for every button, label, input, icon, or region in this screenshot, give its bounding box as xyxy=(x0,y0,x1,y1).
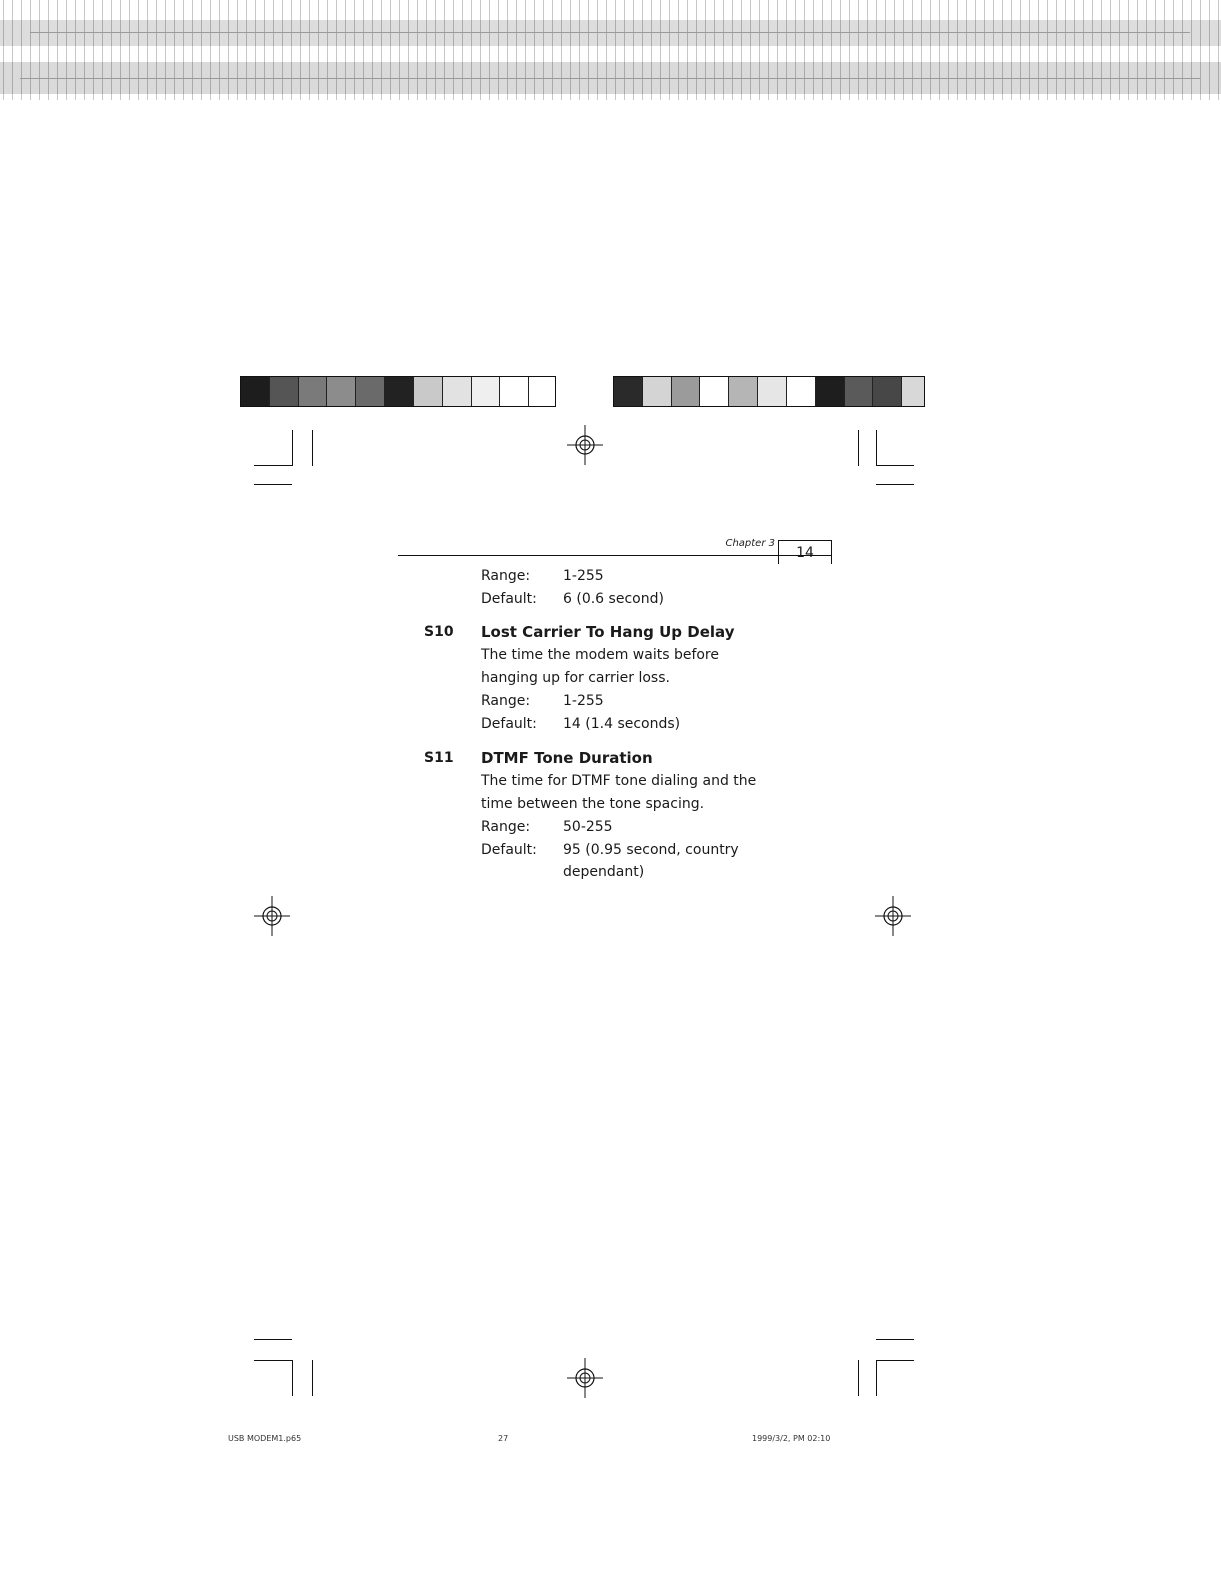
color-bar-right xyxy=(613,376,925,407)
scan-noise-line xyxy=(30,32,1190,33)
register-title: DTMF Tone Duration xyxy=(481,749,653,767)
intro-default-row xyxy=(481,589,664,609)
register-description: time between the tone spacing. xyxy=(481,796,705,812)
register-default-row xyxy=(481,714,680,734)
crop-mark xyxy=(312,430,313,466)
range-label: Range: xyxy=(481,693,531,709)
registration-mark-icon xyxy=(873,896,913,936)
register-range-row xyxy=(481,817,613,837)
range-value: 50-255 xyxy=(563,819,613,835)
crop-mark xyxy=(876,1360,914,1361)
crop-mark xyxy=(292,1360,293,1396)
crop-mark xyxy=(254,1360,292,1361)
crop-mark xyxy=(254,465,292,466)
crop-mark xyxy=(254,1339,292,1340)
range-value: 1-255 xyxy=(563,568,604,584)
range-label: Range: xyxy=(481,819,531,835)
scan-noise-line xyxy=(20,78,1200,79)
crop-mark xyxy=(876,484,914,485)
footer-sheet-number: 27 xyxy=(498,1434,509,1443)
footer-timestamp: 1999/3/2, PM 02:10 xyxy=(752,1434,831,1443)
registration-mark-icon xyxy=(565,425,605,465)
crop-mark xyxy=(858,430,859,466)
crop-mark xyxy=(858,1360,859,1396)
default-label: Default: xyxy=(481,842,537,858)
register-description: The time the modem waits before xyxy=(481,647,719,663)
range-label: Range: xyxy=(481,568,531,584)
default-value: 95 (0.95 second, country xyxy=(563,842,739,858)
crop-mark xyxy=(254,484,292,485)
default-value: 6 (0.6 second) xyxy=(563,591,664,607)
range-value: 1-255 xyxy=(563,693,604,709)
registration-mark-icon xyxy=(252,896,292,936)
page-number: 14 xyxy=(778,540,832,564)
register-title: Lost Carrier To Hang Up Delay xyxy=(481,623,735,641)
scan-noise-band xyxy=(0,0,1221,100)
register-default-row xyxy=(481,840,739,860)
default-value-continued: dependant) xyxy=(563,864,645,880)
default-label: Default: xyxy=(481,716,537,732)
header-rule xyxy=(398,555,832,556)
register-description: The time for DTMF tone dialing and the xyxy=(481,773,757,789)
chapter-label: Chapter 3 xyxy=(725,538,775,549)
crop-mark xyxy=(312,1360,313,1396)
default-label: Default: xyxy=(481,591,537,607)
crop-mark xyxy=(876,1339,914,1340)
crop-mark xyxy=(292,430,293,466)
register-description: hanging up for carrier loss. xyxy=(481,670,670,686)
footer-filename: USB MODEM1.p65 xyxy=(228,1434,302,1443)
register-code: S10 xyxy=(424,624,454,640)
crop-mark xyxy=(876,430,877,466)
register-range-row xyxy=(481,691,604,711)
color-bar-left xyxy=(240,376,556,407)
registration-mark-icon xyxy=(565,1358,605,1398)
crop-mark xyxy=(876,1360,877,1396)
default-value: 14 (1.4 seconds) xyxy=(563,716,681,732)
register-code: S11 xyxy=(424,750,454,766)
intro-range-row xyxy=(481,566,604,586)
crop-mark xyxy=(876,465,914,466)
